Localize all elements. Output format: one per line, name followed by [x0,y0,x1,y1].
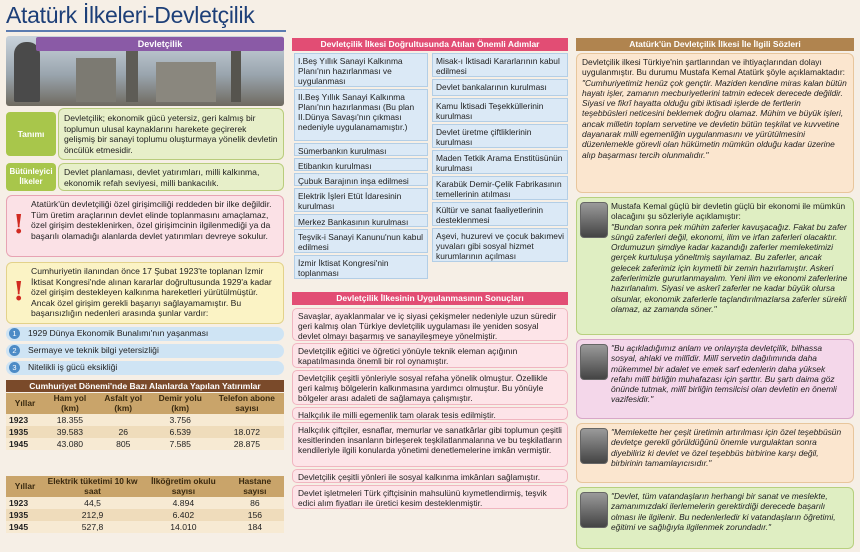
quote-intro: Mustafa Kemal güçlü bir devletin güçlü bir ekonomi ile mümkün olacağını şu sözleriyle açıklamıştır: [611,201,846,222]
table-cell: 1945 [6,521,44,533]
step-item: Devlet bankalarının kurulması [432,79,568,96]
ataturk-portrait [580,202,608,238]
note2-text: Cumhuriyetin ilanından önce 17 Şubat 1923'te toplanan İzmir İktisat Kongresi'nde alınan kararlar doğrultusunda 1929'a kadar özel girişim destekleyen kalkınma hareketleri yürütülmüştür. Ancak özel girişim gerekli başarıyı sağlayamamıştır. Bu başarısızlığın nedenleri arasında şunlar vardır: [31,266,272,319]
exclamation-icon: ! [13,277,25,307]
table-cell: 14.010 [141,521,226,533]
note-private-enterprise [6,195,284,257]
ataturk-portrait [580,428,608,464]
table-cell: 4.894 [141,497,226,509]
table-cell: 805 [96,438,151,450]
right-header: Atatürk'ün Devletçilik İlkesi İle İlgili Sözleri [576,38,854,51]
definition-label: Tanımı [6,112,56,156]
table-cell: 43.080 [44,438,96,450]
table-cell [96,414,151,426]
reason-text: 1929 Dünya Ekonomik Bunalımı'nın yaşanması [28,328,209,338]
step-item: Aşevi, huzurevi ve çocuk bakımevi yuvaları gibi sosyal hizmet kurumlarının açılması [432,228,568,262]
quote-box [576,487,854,549]
table-cell: 212,9 [44,509,141,521]
result-item: Devletçilik çeşitli yönleriyle sosyal refaha yönelik olmuştur. Özellikle geri kalmış bölgelerin kalkınmasına yardımcı olmuştur. Bu yönüyle bölgeler arası adaleti de sağlamaya çalışmıştır. [292,370,568,405]
table-row [6,438,284,450]
related-label: Bütünleyici İlkeler [6,163,56,191]
title-underline [6,30,286,32]
left-header: Devletçilik [36,37,284,51]
table-cell [210,414,284,426]
quote-italic: "Bu açıkladığımız anlam ve onlayışta devletçilik, bilhassa sosyal, ahlaki ve millîdir. Millî servetin dağılımında daha mükemmel bir adalet ve emek sarf edenlerin daha yüksek refahı millî birliğin muhafazası için şarttır. Bu şartı daima göz önünde tutmak, millî birliğin temsilcisi olan devletin en önemli vazifesidir." [611,343,837,405]
ataturk-portrait [580,492,608,528]
table-cell: 6.402 [141,509,226,521]
table-cell: 527,8 [44,521,141,533]
number-badge: 1 [9,328,20,339]
table-cell: 1935 [6,426,44,438]
table-cell: 44,5 [44,497,141,509]
table-row [6,497,284,509]
step-item: Maden Tetkik Arama Enstitüsünün kurulması [432,150,568,174]
table-cell: 18.355 [44,414,96,426]
step-item: Sümerbankın kurulması [294,143,428,156]
reason-text: Sermaye ve teknik bilgi yetersizliği [28,345,159,355]
quote-text [611,222,848,315]
number-badge: 2 [9,345,20,356]
result-item: Halkçılık ile milli egemenlik tam olarak tesis edilmiştir. [292,407,568,420]
table-cell: 86 [226,497,284,509]
table-cell: 28.875 [210,438,284,450]
table-header-cell: Telefon abone sayısı [210,393,284,414]
page-title: Atatürk İlkeleri-Devletçilik [6,2,255,28]
quote-italic: "Devlet, tüm vatandaşların herhangi bir sanat ve meslekte, zamanımızdaki ilerlemelerin gerektirdiği derecede başarılı olması ile ilgilenir. Bu nedenlerledir ki vatandaşların öğretimi, eğitimi ve sağlığıyla ilgilenmek zorundadır." [611,491,836,532]
quote-box [576,423,854,483]
note1-text: Atatürk'ün devletçiliği özel girişimciliği reddeden bir ilke değildir. Tüm üretim araçlarının devlet elinde toplanmasını amaçlamaz, özel girişim desteklenirken, özel girişimcinin ilgilenmediği ya da başarılı olamadığı alanlarda devlet yatırımları devreye sokulur. [31,199,272,241]
quote-italic: "Cumhuriyetimiz henüz çok gençtir. Maziden kendine miras kalan bütün hayatı işler, zamanın mecburiyetlerini tatmin edecek derecede değildir. Siyasi ve fikrî hayatta olduğu gibi iktisadi işlerde de fertlerin teşebbüsleri neticesini beklemek doğru olamaz. Mühim ve büyük işleri, ancak milletin toplam servetine ve devletin bütün teşkilat ve kuvvetine dayanarak milli egemenliğin uygulanmasını ve yürütülmesini düzenlemekle görevli olan hükümetin mümkün olduğu kadar üzerine alıp başarması tercih olunmalıdır." [582,77,847,160]
table-cell: 184 [226,521,284,533]
reason-item [6,361,284,375]
table-cell: 6.539 [151,426,210,438]
table-row [6,414,284,426]
reason-text: Nitelikli iş gücü eksikliği [28,362,118,372]
quote-box [576,339,854,419]
exclamation-icon: ! [13,210,25,240]
table-row [6,426,284,438]
step-item: Merkez Bankasının kurulması [294,214,428,227]
step-item: Elektrik İşleri Etüt İdaresinin kurulması [294,188,428,212]
note-izmir-congress [6,262,284,324]
table-cell: 7.585 [151,438,210,450]
result-item: Devletçilik çeşitli yönleri ile sosyal kalkınma imkânları sağlamıştır. [292,469,568,483]
table-row [6,521,284,533]
table-header-cell: Elektrik tüketimi 10 kw saat [44,476,141,497]
definition-text: Devletçilik; ekonomik gücü yetersiz, geri kalmış bir toplumun ulusal kaynaklarını harekete geçirerek gelişmiş bir sanayi toplumu oluşturmaya yönelik devletin öncülük etmesidir. [58,108,284,160]
table-header-cell: Yıllar [6,393,44,414]
step-item: Teşvik-i Sanayi Kanunu'nun kabul edilmesi [294,229,428,253]
quote-text [611,427,848,468]
table-cell: 1935 [6,509,44,521]
quote-text [611,343,848,405]
step-item: Kültür ve sanat faaliyetlerinin desteklenmesi [432,202,568,226]
number-badge: 3 [9,362,20,373]
ataturk-portrait [580,344,608,380]
table-header-cell: Asfalt yol (km) [96,393,151,414]
result-item: Devletçilik eğitici ve öğretici yönüyle teknik eleman açığının kapatılmasında önemli bir rol oynamıştır. [292,343,568,368]
table-cell: 156 [226,509,284,521]
table-cell: 3.756 [151,414,210,426]
table1-caption: Cumhuriyet Dönemi'nde Bazı Alanlarda Yapılan Yatırımlar [6,380,284,392]
result-item: Halkçılık çiftçiler, esnaflar, memurlar ve sanatkârlar gibi toplumun çeşitli kesitlerinden insanların birleşerek teşkilatlanmalarına ve bu teşkilatların kendileriyle ilgili konularda yönetimi denetlemelerine imkân vermiştir. [292,422,568,467]
step-item: Devlet üretme çiftliklerinin kurulması [432,124,568,148]
quote-text [611,491,848,532]
table-header-cell: İlköğretim okulu sayısı [141,476,226,497]
quote-intro: Devletçilik ilkesi Türkiye'nin şartlarından ve ihtiyaçlarından dolayı uygulanmıştır. Bu durumu Mustafa Kemal Atatürk şöyle açıklamaktadır: [582,57,845,78]
table-row [6,509,284,521]
quote-italic: "Memlekette her çeşit üretimin artırılması için özel teşebbüsün devletçe gerekli görüldüğünü önemle vurgulaktan sonra diyebiliriz ki devlet ve özel teşebbüs birbirine karşı değil, birbirinin tamamlayıcısıdır." [611,427,842,468]
step-item: Kamu İktisadi Teşekküllerinin kurulması [432,98,568,122]
table-header-row [6,476,284,497]
table-header-cell: Hastane sayısı [226,476,284,497]
step-item: Karabük Demir-Çelik Fabrikasının temellerinin atılması [432,176,568,200]
quote-italic: "Bundan sonra pek mühim zaferler kavuşacağız. Fakat bu zafer süngü zaferleri değil, ekonomi, ilim ve irfan zaferleri olacaktır. Ordumuzun şimdiye kadar kazandığı zaferler memleketimizi gerçek kurtuluşa yöneltmiş sayılamaz. Bu zaferler, ancak gelecek zaferimiz için kıymetli bir zemin hazırlamıştır. Askeri zaferlerimizle gururlanmayalım. Yeni ilim ve ekonomi zaferlerine hazırlanalım. Siyasi ve askerî zaferler ne kadar büyük olursa olsunlar, ekonomik zaferlerle taçlandırılmazlarsa zaferler sürekli olamaz, az zamanda söner." [611,221,848,314]
result-item: Savaşlar, ayaklanmalar ve iç siyasi çekişmeler nedeniyle uzun süredir geri kalmış olan Türkiye devletçilik uygulaması ile yeniden sosyal devlet olmayı başarmış ve sanayileşmeye yönelmiştir. [292,308,568,341]
reason-item [6,344,284,358]
step-item: I.Beş Yıllık Sanayi Kalkınma Planı'nın hazırlanması ve uygulanması [294,53,428,87]
table-cell: 1945 [6,438,44,450]
table-header-row [6,393,284,414]
table-cell: 26 [96,426,151,438]
investments-table [6,393,284,450]
steps-header: Devletçilik İlkesi Doğrultusunda Atılan Önemli Adımlar [292,38,568,51]
step-item: II.Beş Yıllık Sanayi Kalkınma Planı'nın hazırlanması (Bu plan II.Dünya Savaşı'nın çıkması nedeniyle uygulanamamıştır.) [294,89,428,141]
table-cell: 39.583 [44,426,96,438]
step-item: İzmir İktisat Kongresi'nin toplanması [294,255,428,279]
table-cell: 18.072 [210,426,284,438]
step-item: Etibankın kurulması [294,158,428,171]
quote-box [576,197,854,335]
result-item: Devlet işletmeleri Türk çiftçisinin mahsulünü kıymetlendirmiş, teşvik edici alım fiyatları ile üretici kesim desteklenmiştir. [292,485,568,509]
table-header-cell: Yıllar [6,476,44,497]
results-header: Devletçilik İlkesinin Uygulanmasının Sonuçları [292,292,568,305]
reason-item [6,327,284,341]
quote-box [576,53,854,193]
table-header-cell: Ham yol (km) [44,393,96,414]
statistics-table [6,476,284,533]
related-text: Devlet planlaması, devlet yatırımları, milli kalkınma, ekonomik refah seviyesi, milli bankacılık. [58,163,284,191]
table-cell: 1923 [6,497,44,509]
table-cell: 1923 [6,414,44,426]
step-item: Misak-ı İktisadi Kararlarının kabul edilmesi [432,53,568,77]
step-item: Çubuk Barajının inşa edilmesi [294,173,428,186]
quote-text [582,78,848,160]
table-header-cell: Demir yolu (km) [151,393,210,414]
